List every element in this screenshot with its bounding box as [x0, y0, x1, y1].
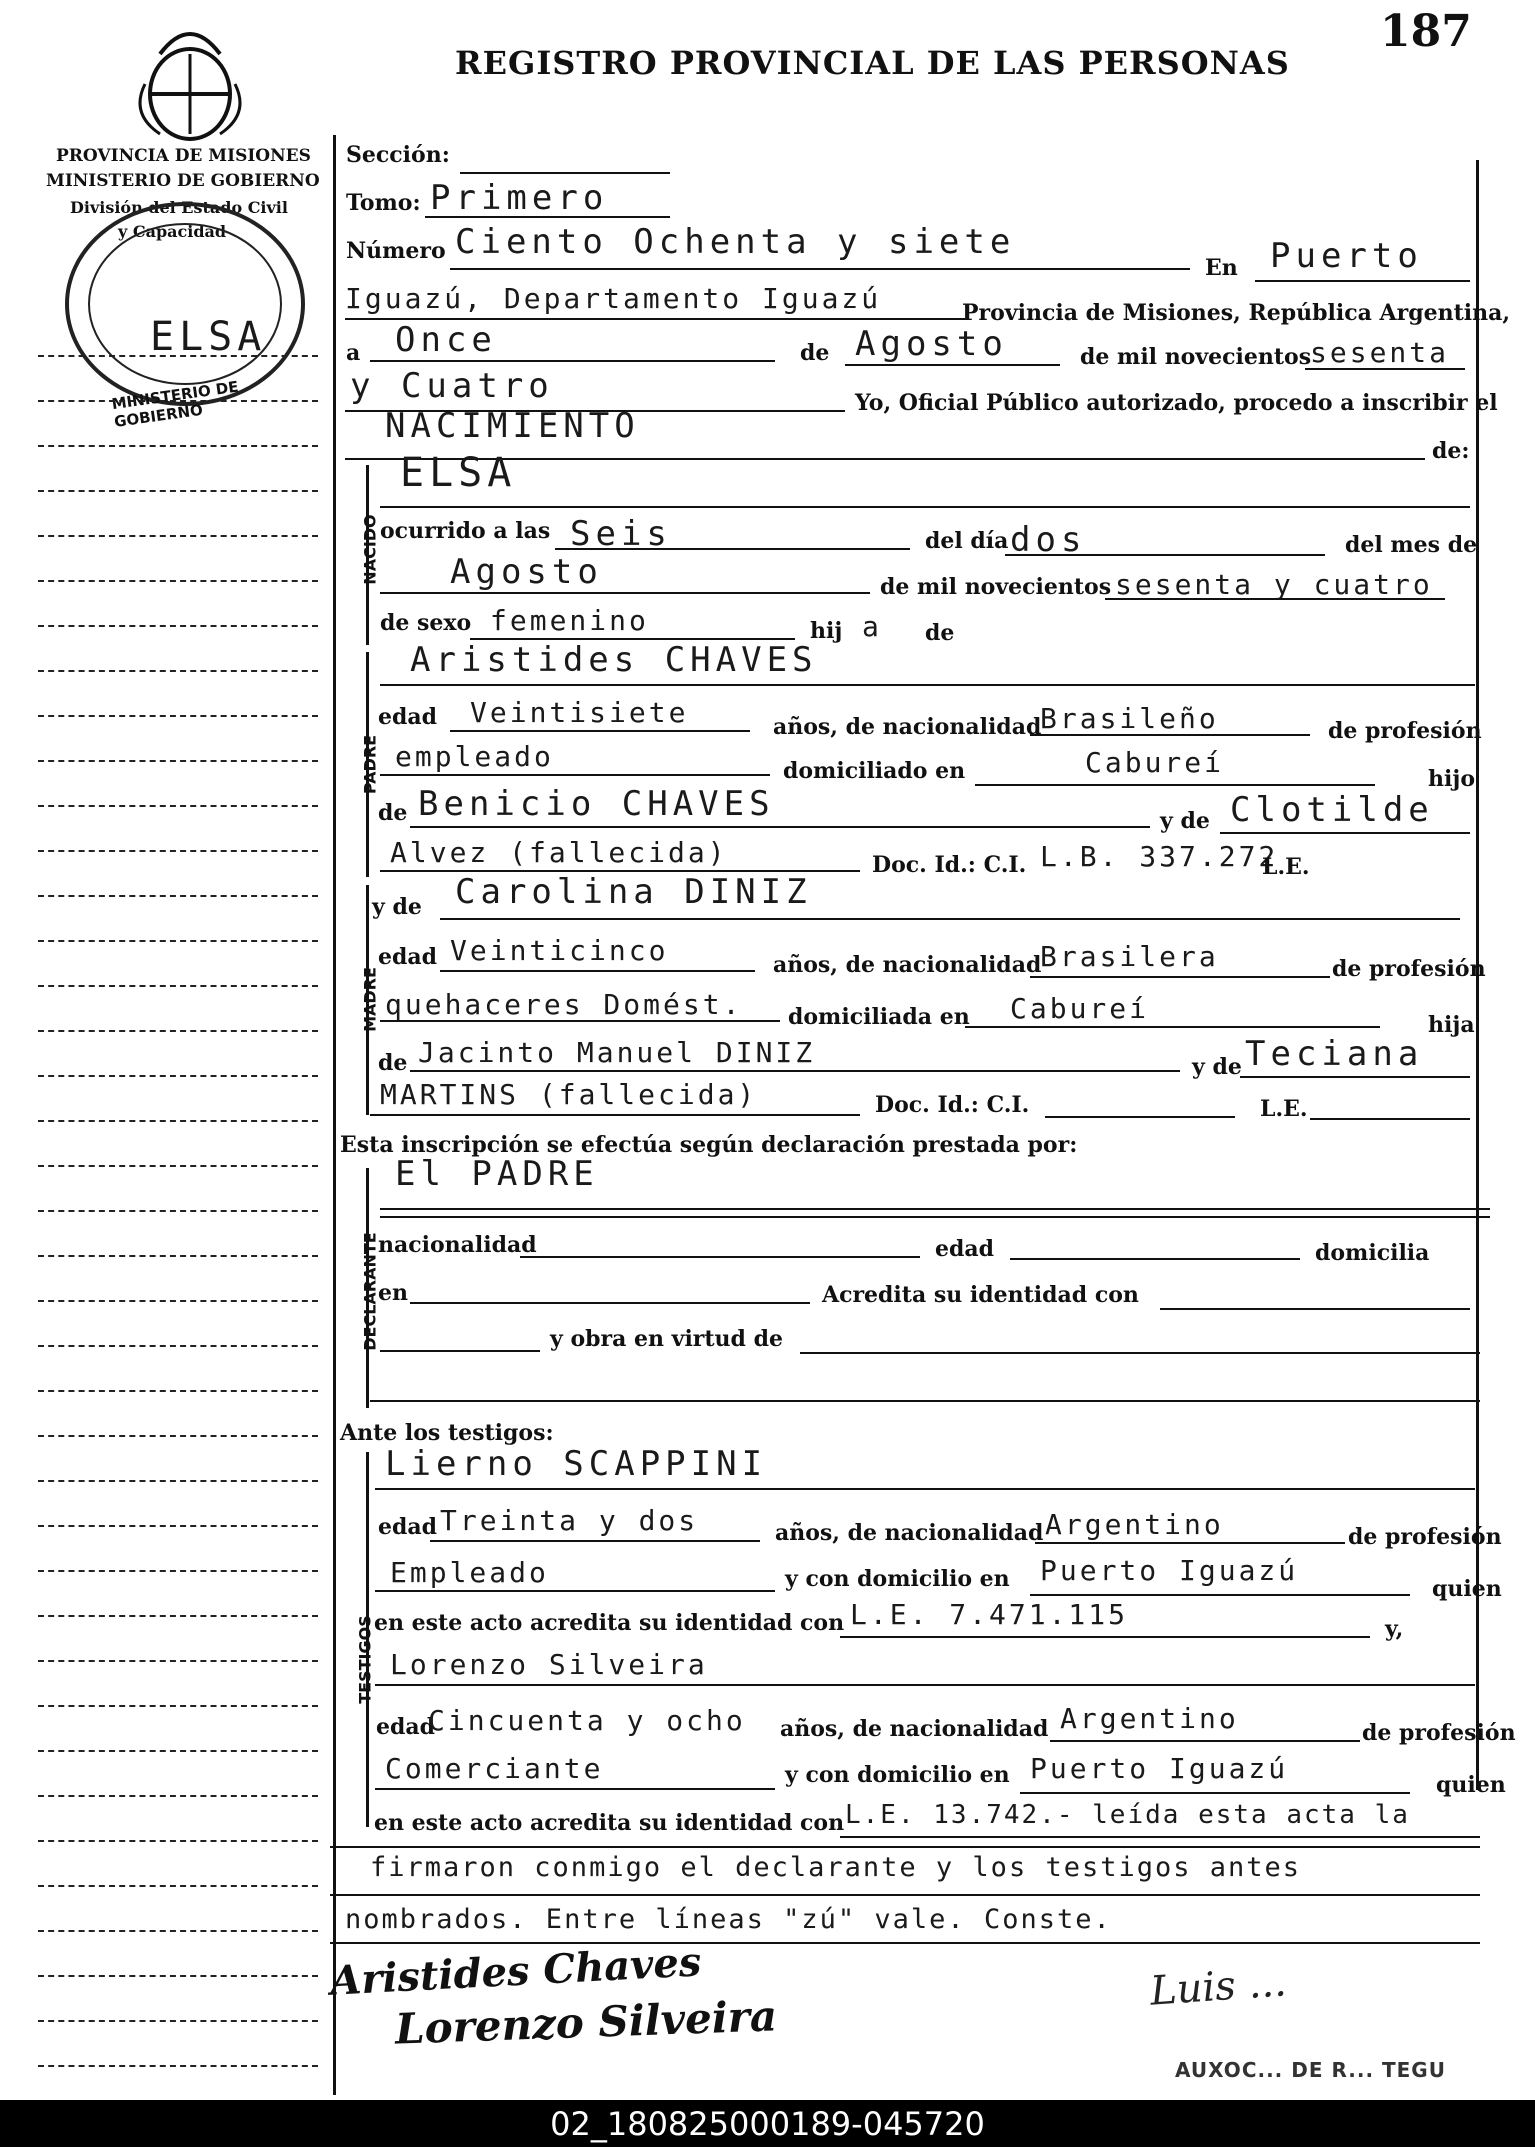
padre-prof-line: [380, 774, 770, 776]
declarante-edad-line-2: [1010, 1258, 1300, 1260]
madre-de-label: de: [378, 1050, 408, 1076]
margin-line: [38, 1390, 318, 1392]
testigo1-name: Lierno SCAPPINI: [385, 1444, 768, 1484]
year-label: de mil novecientos: [1080, 344, 1312, 370]
tomo-label: Tomo:: [346, 190, 421, 216]
coat-of-arms-icon: [120, 14, 260, 144]
closing-line-1-rule: [330, 1894, 1480, 1896]
declarante-intro: Esta inscripción se efectúa según declaración prestada por:: [340, 1132, 1078, 1158]
month-line: [845, 364, 1060, 366]
padre-mother-value: Clotilde: [1230, 790, 1434, 830]
hij-de-label: de: [925, 620, 955, 646]
margin-line: [38, 805, 318, 807]
testigo1-nac-label: años, de nacionalidad: [775, 1520, 1044, 1546]
madre-label: MADRE: [360, 967, 380, 1032]
sexo-label: de sexo: [380, 610, 472, 636]
padre-dom-line-2: [975, 784, 1375, 786]
margin-line: [38, 2020, 318, 2022]
madre-nac-line: [1030, 976, 1330, 978]
padre-prof-label: de profesión: [1328, 718, 1482, 744]
margin-line: [38, 1435, 318, 1437]
yo-text: Yo, Oficial Público autorizado, procedo a inscribir el: [855, 390, 1498, 416]
testigo1-dom-label: y con domicilio en: [785, 1566, 1010, 1592]
madre-dom-label: domiciliada en: [788, 1004, 970, 1030]
madre-le-label: L.E.: [1260, 1096, 1308, 1122]
padre-father-line: [410, 826, 1150, 828]
declarante-en-line: [410, 1302, 810, 1304]
madre-mother-value: Teciana: [1245, 1034, 1424, 1074]
closing-line-2-rule: [330, 1942, 1480, 1944]
nacido-label: NACIDO: [360, 514, 380, 585]
year-line: [1305, 368, 1465, 370]
margin-line: [38, 1975, 318, 1977]
margin-line: [38, 1885, 318, 1887]
madre-dom-value: Cabureí: [1010, 992, 1150, 1025]
numero-value: Ciento Ochenta y siete: [455, 222, 1016, 262]
birth-day-value: dos: [1010, 520, 1087, 560]
declarante-nac-label: nacionalidad: [378, 1232, 537, 1258]
birth-month-line: [380, 592, 870, 594]
margin-line: [38, 445, 318, 447]
padre-hijo-label: hijo: [1428, 766, 1475, 792]
margin-line: [38, 1660, 318, 1662]
margin-line: [38, 355, 318, 357]
declarante-end-line: [370, 1400, 1480, 1402]
numero-line: [450, 268, 1190, 270]
official-stamp: AUXOC... DE R... TEGU: [1175, 2058, 1446, 2082]
testigo1-nac-line: [1035, 1542, 1345, 1544]
padre-nac-label: años, de nacionalidad: [773, 714, 1042, 740]
form-left-border: [333, 135, 336, 2095]
margin-line: [38, 1300, 318, 1302]
madre-prof-value: quehaceres Domést.: [385, 988, 743, 1021]
hour-value: Seis: [570, 514, 672, 554]
declarante-value-line-2: [380, 1216, 1490, 1218]
madre-mother-value-2: MARTINS (fallecida): [380, 1078, 758, 1111]
testigo1-prof-line: [375, 1590, 775, 1592]
padre-edad-line: [450, 730, 750, 732]
declarante-label: DECLARANTE: [360, 1232, 380, 1351]
birth-year-label: de mil novecientos: [880, 574, 1112, 600]
margin-line: [38, 1345, 318, 1347]
declarante-edad-label: edad: [935, 1236, 995, 1262]
hij-label: hij: [810, 618, 843, 644]
testigo2-name: Lorenzo Silveira: [390, 1648, 708, 1681]
testigo2-nac-label: años, de nacionalidad: [780, 1716, 1049, 1742]
month-value: Agosto: [855, 324, 1008, 364]
testigo1-nac-value: Argentino: [1045, 1508, 1224, 1541]
en-value: Puerto: [1270, 236, 1423, 276]
margin-line: [38, 580, 318, 582]
margin-line: [38, 1840, 318, 1842]
padre-prof-value: empleado: [395, 740, 554, 773]
testigo1-edad-line: [430, 1540, 760, 1542]
testigo2-doc-value: L.E. 13.742.- leída esta acta la: [845, 1800, 1410, 1830]
del-dia-label: del día: [925, 528, 1009, 554]
margin-line: [38, 1570, 318, 1572]
testigo2-dom-value: Puerto Iguazú: [1030, 1752, 1289, 1785]
padre-le-label: L.E.: [1262, 854, 1310, 880]
hij-value: a: [862, 610, 882, 643]
testigos-intro: Ante los testigos:: [340, 1420, 554, 1446]
madre-mother-line-2: [370, 1114, 860, 1116]
closing-top-line: [330, 1846, 1480, 1848]
seccion-line: [460, 172, 670, 174]
madre-edad-line: [440, 970, 755, 972]
official-seal: [40, 14, 330, 434]
seal-handwriting: ELSA: [150, 314, 267, 360]
footer-bar: [0, 2100, 1535, 2147]
margin-line: [38, 1615, 318, 1617]
a-label: a: [346, 340, 361, 366]
closing-line-1: firmaron conmigo el declarante y los testigos antes: [370, 1852, 1302, 1883]
margin-line: [38, 1705, 318, 1707]
footer-code: 02_180825000189-045720: [550, 2105, 985, 2143]
padre-name: Aristides CHAVES: [410, 640, 818, 680]
del-mes-label: del mes de: [1345, 532, 1478, 558]
padre-mother-value-2: Alvez (fallecida): [390, 836, 728, 869]
testigo2-edad-value: Cincuenta y ocho: [428, 1704, 746, 1737]
day-value: Once: [395, 320, 497, 360]
margin-line: [38, 850, 318, 852]
madre-hija-label: hija: [1428, 1012, 1475, 1038]
testigo1-doc-value: L.E. 7.471.115: [850, 1598, 1129, 1631]
testigo2-dom-line: [1020, 1792, 1410, 1794]
testigo1-edad-label: edad: [378, 1514, 438, 1540]
testigos-label: TESTIGOS: [355, 1615, 375, 1704]
testigo1-edad-value: Treinta y dos: [440, 1504, 699, 1537]
madre-prof-label: de profesión: [1332, 956, 1486, 982]
testigo1-dom-value: Puerto Iguazú: [1040, 1554, 1299, 1587]
padre-edad-value: Veintisiete: [470, 696, 689, 729]
margin-line: [38, 400, 318, 402]
margin-line: [38, 1795, 318, 1797]
seal-line-2: MINISTERIO DE GOBIERNO: [46, 171, 320, 191]
declarante-obra-line: [800, 1352, 1480, 1354]
margin-line: [38, 760, 318, 762]
margin-line: [38, 2065, 318, 2067]
year-value-2: y Cuatro: [350, 366, 554, 406]
testigo2-doc-line: [840, 1836, 1480, 1838]
en-label: En: [1205, 255, 1238, 281]
declarante-nac-line: [520, 1256, 920, 1258]
testigo1-quien-label: quien: [1432, 1576, 1502, 1602]
page-number: 187: [1380, 6, 1472, 57]
testigo2-nac-line: [1050, 1740, 1360, 1742]
padre-nac-line: [1030, 734, 1310, 736]
testigo1-dom-line: [1030, 1594, 1410, 1596]
madre-dom-line: [965, 1026, 1380, 1028]
place-value: Iguazú, Departamento Iguazú: [345, 282, 882, 315]
seal-ring-text: MINISTERIO DE GOBIERNO: [110, 377, 240, 431]
seal-line-3: División del Estado Civil: [70, 198, 288, 217]
birth-day-line: [1005, 554, 1325, 556]
nacido-name: ELSA: [400, 450, 517, 496]
birth-year-value: sesenta y cuatro: [1115, 568, 1433, 601]
seal-line-4: y Capacidad: [118, 222, 227, 241]
declarante-en-label: en: [378, 1280, 408, 1306]
signature-2: Lorenzo Silveira: [394, 1991, 778, 2054]
margin-line: [38, 985, 318, 987]
madre-edad-value: Veinticinco: [450, 934, 669, 967]
seal-line-1: PROVINCIA DE MISIONES: [56, 146, 311, 166]
testigo1-doc-line: [840, 1636, 1370, 1638]
declarante-value-line: [380, 1208, 1490, 1210]
testigo1-acredita-label: en este acto acredita su identidad con: [374, 1610, 845, 1636]
margin-line: [38, 940, 318, 942]
margin-line: [38, 1165, 318, 1167]
testigo2-quien-label: quien: [1436, 1772, 1506, 1798]
madre-le-line: [1310, 1118, 1470, 1120]
padre-label: PADRE: [360, 734, 380, 795]
declarante-value: El PADRE: [395, 1154, 599, 1194]
margin-line: [38, 625, 318, 627]
margin-line: [38, 1930, 318, 1932]
seccion-label: Sección:: [346, 142, 450, 168]
madre-mother-line: [1240, 1076, 1470, 1078]
declarante-blank-line: [380, 1350, 540, 1352]
padre-y-de-label: y de: [1160, 808, 1210, 834]
signature-3: Luis ...: [1148, 1959, 1288, 2015]
testigo2-edad-label: edad: [376, 1714, 436, 1740]
padre-name-line: [380, 684, 1475, 686]
declarante-acredita-label: Acredita su identidad con: [822, 1282, 1139, 1308]
testigo1-y-label: y,: [1385, 1616, 1404, 1642]
testigo2-prof-value: Comerciante: [385, 1752, 604, 1785]
padre-edad-label: edad: [378, 704, 438, 730]
padre-de-label: de: [378, 800, 408, 826]
madre-doc-label: Doc. Id.: C.I.: [875, 1092, 1030, 1118]
numero-label: Número: [346, 238, 446, 264]
declarante-domicilia-label: domicilia: [1315, 1240, 1430, 1266]
padre-father-value: Benicio CHAVES: [418, 784, 775, 824]
padre-nac-value: Brasileño: [1040, 702, 1219, 735]
testigo2-acredita-label: en este acto acredita su identidad con: [374, 1810, 845, 1836]
margin-line: [38, 1480, 318, 1482]
margin-line: [38, 490, 318, 492]
madre-edad-label: edad: [378, 944, 438, 970]
madre-y-de-label: y de: [372, 894, 422, 920]
padre-mother-line: [1220, 832, 1470, 834]
madre-name-line: [440, 918, 1460, 920]
madre-doc-line: [1045, 1116, 1235, 1118]
provincia-text: Provincia de Misiones, República Argentina,: [962, 300, 1511, 326]
testigo2-nac-value: Argentino: [1060, 1702, 1239, 1735]
testigo2-dom-label: y con domicilio en: [785, 1762, 1010, 1788]
padre-doc-value: L.B. 337.272: [1040, 840, 1279, 873]
tomo-value: Primero: [430, 178, 609, 218]
margin-line: [38, 670, 318, 672]
tomo-line: [425, 216, 670, 218]
padre-doc-label: Doc. Id.: C.I.: [872, 852, 1027, 878]
margin-line: [38, 1750, 318, 1752]
page-title: REGISTRO PROVINCIAL DE LAS PERSONAS: [455, 44, 1290, 82]
signature-1: Aristides Chaves: [329, 1938, 703, 2005]
padre-dom-value: Cabureí: [1085, 746, 1225, 779]
declarante-acredita-line: [1160, 1308, 1470, 1310]
margin-line: [38, 1120, 318, 1122]
hour-line: [555, 548, 910, 550]
day-line: [370, 360, 775, 362]
testigo1-prof-label: de profesión: [1348, 1524, 1502, 1550]
declarante-obra-label: y obra en virtud de: [550, 1326, 783, 1352]
madre-nac-value: Brasilera: [1040, 940, 1219, 973]
margin-line: [38, 535, 318, 537]
birth-month-value: Agosto: [450, 552, 603, 592]
margin-line: [38, 715, 318, 717]
act-value: NACIMIENTO: [385, 406, 640, 446]
padre-dom-label: domiciliado en: [783, 758, 966, 784]
testigo1-name-line: [375, 1488, 1475, 1490]
testigo1-prof-value: Empleado: [390, 1556, 549, 1589]
madre-prof-line: [380, 1020, 780, 1022]
nacido-name-line: [380, 506, 1470, 508]
year-value: sesenta: [1310, 336, 1450, 369]
sexo-value: femenino: [490, 604, 649, 637]
margin-line: [38, 1525, 318, 1527]
testigo2-name-line: [375, 1684, 1475, 1686]
madre-father-value: Jacinto Manuel DINIZ: [418, 1036, 816, 1069]
testigo2-prof-line: [375, 1788, 775, 1790]
en-line: [1255, 280, 1470, 282]
margin-line: [38, 1255, 318, 1257]
madre-nac-label: años, de nacionalidad: [773, 952, 1042, 978]
de-label: de: [800, 340, 830, 366]
ocurrido-label: ocurrido a las: [380, 518, 551, 544]
madre-father-line: [410, 1070, 1180, 1072]
margin-line: [38, 1210, 318, 1212]
madre-y-de-label-2: y de: [1192, 1054, 1242, 1080]
madre-name: Carolina DINIZ: [455, 872, 812, 912]
margin-line: [38, 1030, 318, 1032]
margin-line: [38, 895, 318, 897]
margin-line: [38, 1075, 318, 1077]
testigo2-prof-label: de profesión: [1362, 1720, 1516, 1746]
de-colon-label: de:: [1432, 438, 1470, 464]
closing-line-2: nombrados. Entre líneas "zú" vale. Conste.: [345, 1904, 1112, 1935]
birth-year-line: [1105, 598, 1445, 600]
